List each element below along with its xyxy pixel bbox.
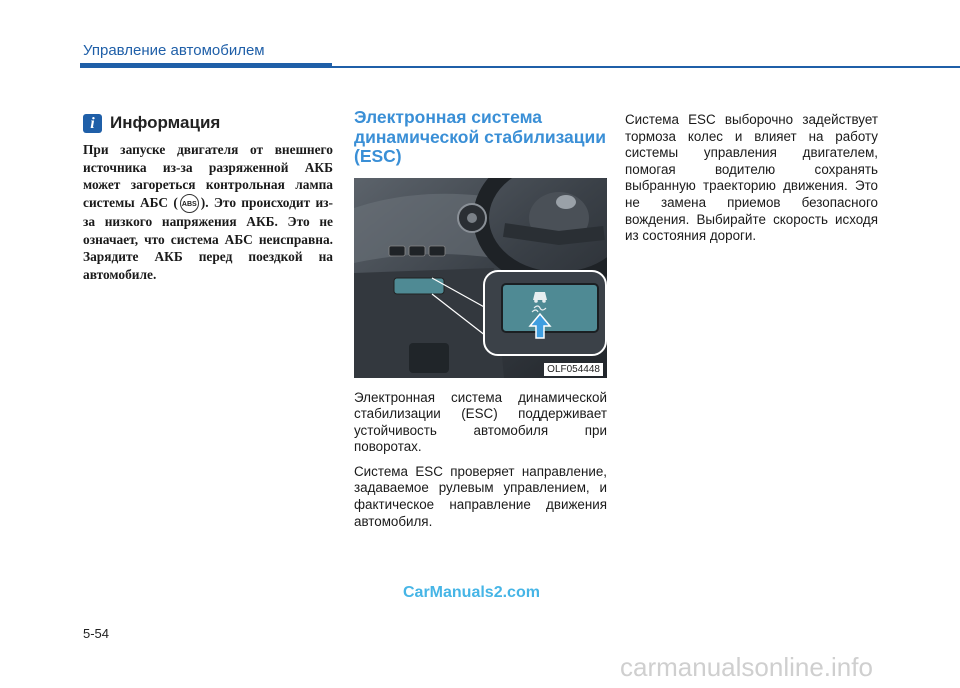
esc-button-inset (484, 271, 606, 355)
esc-section (354, 108, 607, 530)
dashboard-figure (354, 178, 607, 378)
header-rule-thin (332, 66, 960, 68)
info-text-before: При запуске двигателя от внешнего источника из-за разряженной АКБ может загореться контрольная лампа системы АБС ( (83, 142, 333, 210)
info-text (83, 141, 333, 284)
section-title: Электронная система динамической стабилизации (ESC) (354, 107, 607, 166)
right-column (625, 112, 878, 245)
header-title: Управление автомобилем (83, 42, 265, 59)
info-text-after: ). Это происходит из-за низкого напряжения АКБ. Это не означает, что система АБС неисправна. Зарядите АКБ перед поездкой на автомобиле. (83, 194, 333, 282)
figure-code: OLF054448 (544, 363, 603, 376)
esc-paragraph-3: Система ESC выборочно задействует тормоза колес и влияет на работу системы управления двигателем, помогая водителю сохранять выбранную траекторию движения. Это не замена приемов безопасного вождения. Выбирайте скорость исходя из состояния дороги. (625, 112, 878, 244)
esc-paragraph-1: Электронная система динамической стабилизации (ESC) поддерживает устойчивость автомобиля при поворотах. (354, 389, 607, 455)
dashboard-illustration (354, 178, 607, 378)
watermark-carmanualsonline[interactable]: carmanualsonline.info (620, 652, 873, 682)
info-icon: i (83, 114, 102, 133)
info-box (83, 113, 333, 284)
info-title: Информация (110, 113, 221, 132)
esc-paragraph-2: Система ESC проверяет направление, задаваемое рулевым управлением, и фактическое направление движения автомобиля. (354, 463, 607, 529)
info-header (83, 113, 333, 133)
watermark-carmanuals2[interactable]: CarManuals2.com (403, 584, 540, 601)
page-number: 5-54 (83, 626, 110, 641)
header-rule-thick (80, 63, 332, 68)
abs-warning-icon: ABS (180, 194, 199, 213)
